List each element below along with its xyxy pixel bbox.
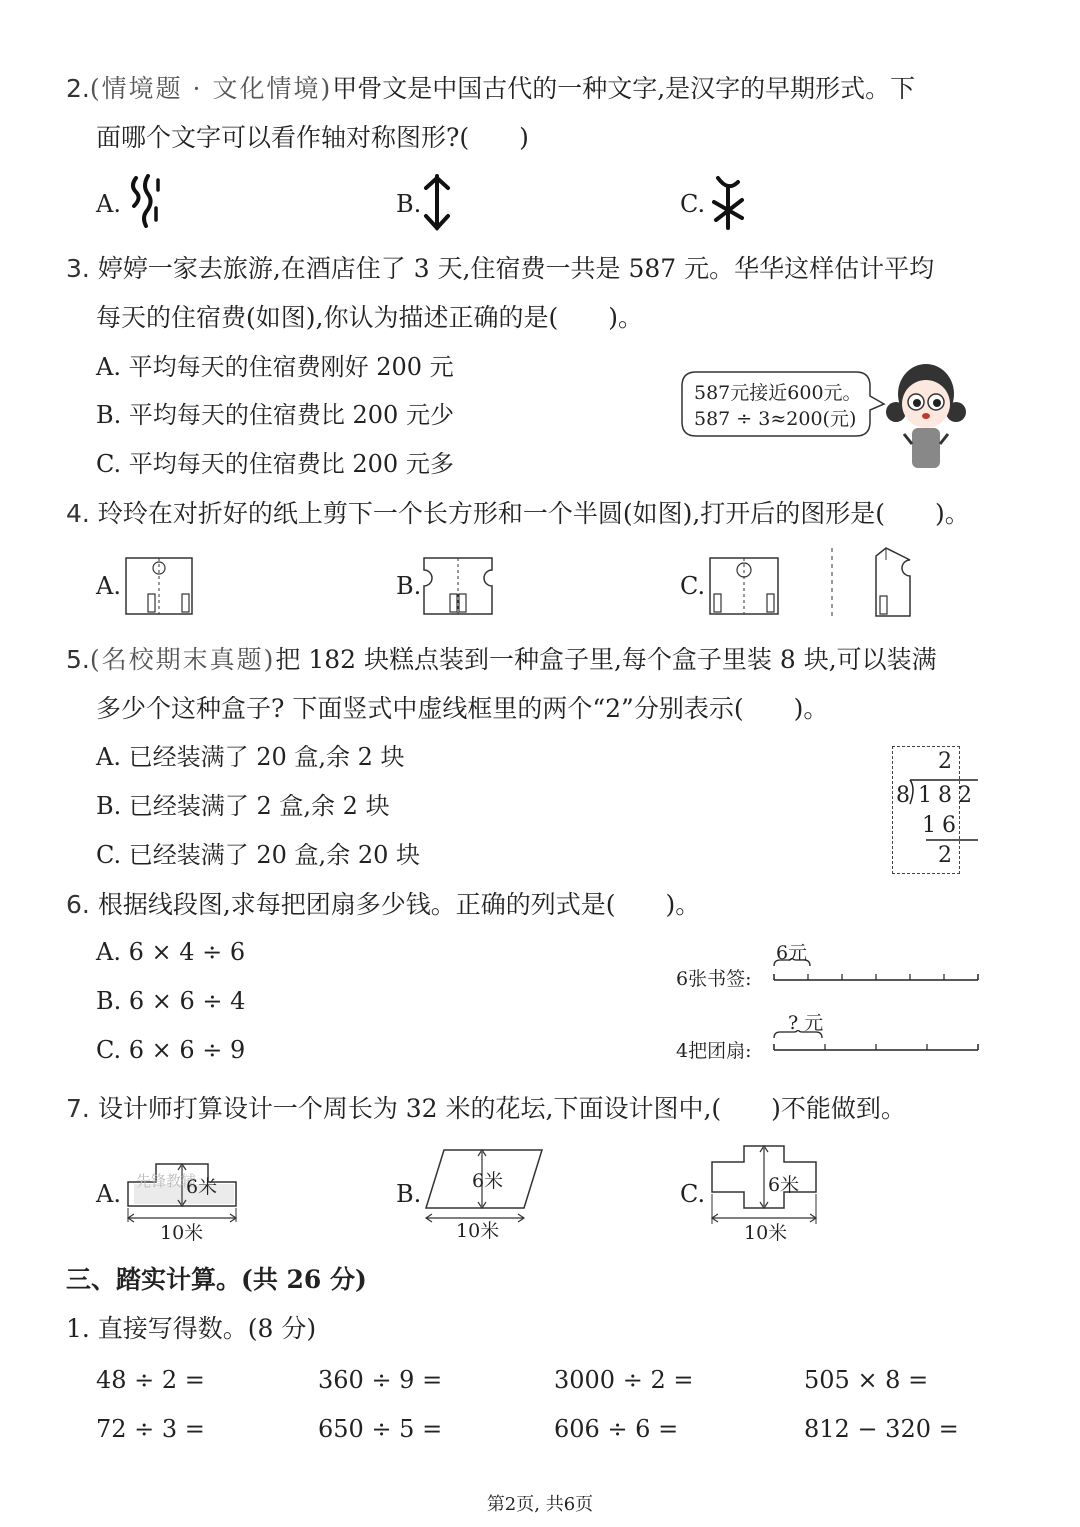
q6-option-b: B. 6 × 6 ÷ 4 — [96, 987, 246, 1015]
bubble-line-2: 587 ÷ 3≈200(元) — [694, 408, 857, 430]
q7-option-a-label: A. — [96, 1180, 121, 1208]
q3-text-1: 婷婷一家去旅游,在酒店住了 3 天,住宿费一共是 587 元。华华这样估计平均 — [97, 254, 935, 283]
q4-shape-b — [420, 556, 496, 618]
q5-number: 5. — [66, 645, 90, 674]
segment-bookmark-line — [770, 958, 982, 988]
oracle-glyph-b-icon — [420, 172, 454, 232]
q3-line1 — [66, 252, 934, 286]
division-quotient: 2 — [938, 749, 952, 774]
division-product: 16 — [922, 813, 962, 838]
q4-option-a-label: A. — [96, 572, 121, 600]
division-divisor: 8 — [896, 783, 910, 808]
q7-a-height-label: 6米 — [186, 1176, 218, 1198]
section-3-sub1: 1. 直接写得数。(8 分) — [66, 1314, 317, 1343]
q5-option-b: B. 已经装满了 2 盒,余 2 块 — [96, 792, 390, 820]
q6-text-1: 根据线段图,求每把团扇多少钱。正确的列式是( )。 — [97, 890, 701, 919]
q7-option-b-label: B. — [396, 1180, 422, 1208]
q5-line1 — [66, 643, 937, 677]
segment-row2-note: ? 元 — [788, 1012, 824, 1034]
q7-shape-c — [708, 1142, 820, 1228]
section-3-title: 三、踏实计算。(共 26 分) — [66, 1265, 367, 1294]
q3-number: 3. — [66, 254, 90, 283]
calc-r2-c4: 812 − 320 = — [804, 1415, 959, 1443]
q3-text-2: 每天的住宿费(如图),你认为描述正确的是( )。 — [96, 303, 643, 332]
q4-text-1: 玲玲在对折好的纸上剪下一个长方形和一个半圆(如图),打开后的图形是( )。 — [97, 499, 970, 528]
q2-text-2: 面哪个文字可以看作轴对称图形?( ) — [96, 123, 529, 152]
q2-text-1: 甲骨文是中国古代的一种文字,是汉字的早期形式。下 — [332, 74, 916, 103]
q3-option-c: C. 平均每天的住宿费比 200 元多 — [96, 450, 454, 478]
calc-r2-c1: 72 ÷ 3 = — [96, 1415, 205, 1443]
q2-number: 2. — [66, 74, 90, 103]
segment-row1-label: 6张书签: — [676, 968, 752, 990]
q6-option-c: C. 6 × 6 ÷ 9 — [96, 1036, 246, 1064]
q7-text-1: 设计师打算设计一个周长为 32 米的花坛,下面设计图中,( )不能做到。 — [97, 1094, 906, 1123]
q4-shape-c — [706, 556, 782, 618]
watermark-text: 先锋教辅 — [136, 1172, 197, 1190]
q7-option-c-label: C. — [680, 1180, 706, 1208]
page-footer: 第2页, 共6页 — [486, 1494, 594, 1515]
segment-fan-line — [770, 1030, 982, 1060]
calc-r2-c2: 650 ÷ 5 = — [318, 1415, 443, 1443]
q4-shape-a — [124, 556, 196, 618]
q2-option-c-label: C. — [680, 190, 706, 218]
q7-a-width-label: 10米 — [160, 1222, 204, 1244]
oracle-glyph-a-icon — [122, 172, 166, 232]
calc-r1-c3: 3000 ÷ 2 = — [554, 1366, 694, 1394]
q5-text-2: 多少个这种盒子? 下面竖式中虚线框里的两个“2”分别表示( )。 — [96, 694, 829, 723]
q6-line1 — [66, 888, 700, 922]
q4-folded-paper — [826, 546, 918, 622]
q3-option-a: A. 平均每天的住宿费刚好 200 元 — [96, 353, 454, 381]
q7-b-height-label: 6米 — [472, 1170, 504, 1192]
q4-line1 — [66, 497, 970, 531]
bubble-line-1: 587元接近600元。 — [694, 382, 862, 404]
q7-c-width-label: 10米 — [744, 1222, 788, 1244]
girl-cartoon-icon — [884, 352, 968, 470]
calc-r1-c2: 360 ÷ 9 = — [318, 1366, 443, 1394]
q7-line1 — [66, 1092, 906, 1126]
q7-c-height-label: 6米 — [768, 1174, 800, 1196]
calc-r1-c1: 48 ÷ 2 = — [96, 1366, 205, 1394]
calc-r2-c3: 606 ÷ 6 = — [554, 1415, 679, 1443]
q4-option-c-label: C. — [680, 572, 706, 600]
long-division-lines — [890, 744, 982, 876]
q5-option-c: C. 已经装满了 20 盒,余 20 块 — [96, 841, 420, 869]
q3-option-b: B. 平均每天的住宿费比 200 元少 — [96, 401, 454, 429]
q2-option-a-label: A. — [96, 190, 121, 218]
q7-number: 7. — [66, 1094, 90, 1123]
division-remainder: 2 — [938, 843, 952, 868]
division-dividend: 182 — [918, 783, 978, 808]
segment-row2-label: 4把团扇: — [676, 1040, 752, 1062]
q2-tag: (情境题 · 文化情境) — [89, 74, 333, 103]
q6-option-a: A. 6 × 4 ÷ 6 — [96, 938, 246, 966]
q4-number: 4. — [66, 499, 90, 528]
q5-option-a: A. 已经装满了 20 盒,余 2 块 — [96, 743, 405, 771]
q5-text-1: 把 182 块糕点装到一种盒子里,每个盒子里装 8 块,可以装满 — [275, 645, 937, 674]
q2-option-b-label: B. — [396, 190, 422, 218]
oracle-glyph-c-icon — [708, 172, 748, 232]
q2-line1 — [66, 72, 915, 106]
q6-number: 6. — [66, 890, 90, 919]
q4-option-b-label: B. — [396, 572, 422, 600]
calc-r1-c4: 505 × 8 = — [804, 1366, 929, 1394]
segment-row1-note: 6元 — [776, 942, 808, 964]
q7-b-width-label: 10米 — [456, 1220, 500, 1242]
q5-tag: (名校期末真题) — [89, 645, 276, 674]
